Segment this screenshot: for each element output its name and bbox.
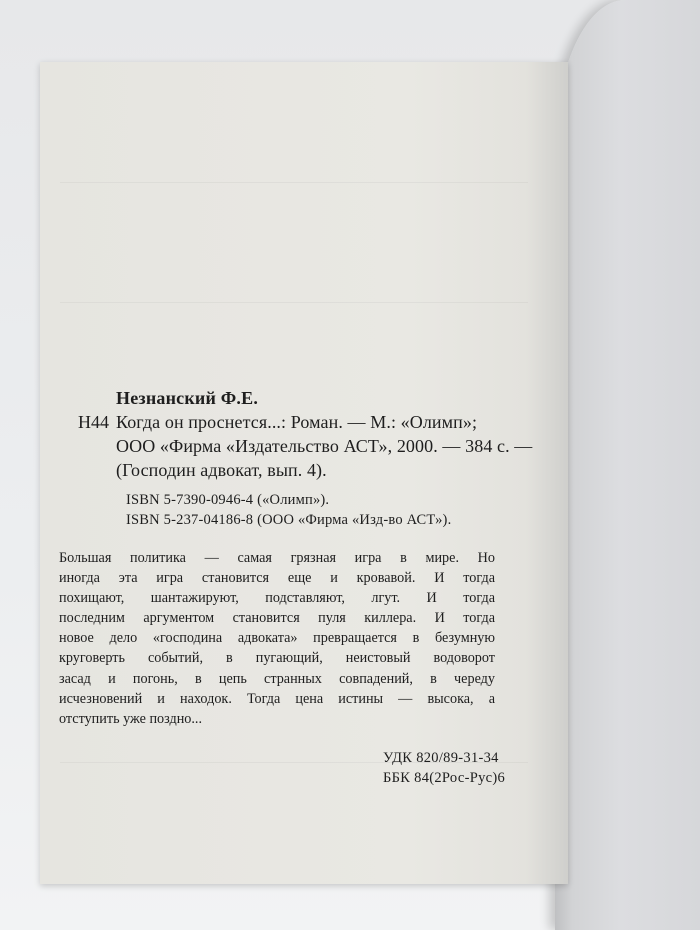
catalog-line-2: ООО «Фирма «Издательство АСТ», 2000. — 384 с. — (116, 436, 533, 456)
annotation-line: отступить уже поздно... (59, 710, 203, 727)
isbn-line-1: ISBN 5-7390-0946-4 («Олимп»). (126, 492, 330, 508)
catalog-code: Н44 (78, 412, 109, 432)
isbn-line-2: ISBN 5-237-04186-8 (ООО «Фирма «Изд-во АСТ»). (126, 512, 452, 528)
annotation-line: похищают, шантажируют, подставляют, лгут. И тогда (59, 590, 495, 607)
annotation-line: засад и погонь, в цепь странных совпадений, в череду (59, 670, 495, 687)
author-name: Незнанский Ф.Е. (116, 388, 259, 408)
show-through-line (60, 302, 528, 303)
annotation-line: новое дело «господина адвоката» превращается в безумную (59, 630, 495, 647)
right-book-page (555, 0, 700, 930)
catalog-line-1: Когда он проснется...: Роман. — М.: «Олимп»; (116, 412, 478, 432)
annotation (59, 548, 495, 729)
annotation-line: иногда эта игра становится еще и кровавой. И тогда (59, 570, 495, 587)
show-through-line (60, 182, 528, 183)
annotation-line: последним аргументом становится пуля киллера. И тогда (59, 610, 495, 627)
udk-code: УДК 820/89-31-34 (383, 750, 499, 766)
annotation-line: Большая политика — самая грязная игра в мире. Но (59, 550, 495, 566)
catalog-line-3: (Господин адвокат, вып. 4). (116, 460, 327, 480)
bbk-code: ББК 84(2Рос-Рус)6 (383, 770, 506, 786)
annotation-line: круговерть событий, в пугающий, неистовый водоворот (59, 650, 495, 667)
annotation-line: исчезновений и находок. Тогда цена истины — высока, а (59, 690, 495, 707)
